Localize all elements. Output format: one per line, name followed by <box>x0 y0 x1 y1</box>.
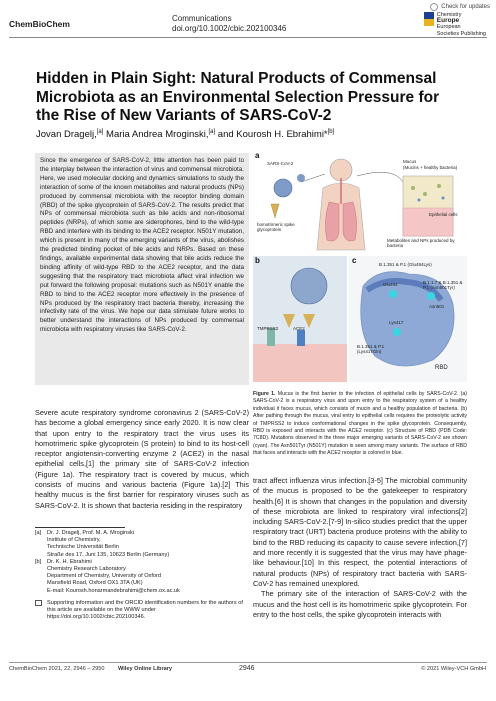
affiliation-line: Mansfield Road, Oxford OX1 3TA (UK) <box>47 580 143 587</box>
affiliation-line: Technische Universität Berlin <box>47 544 119 551</box>
caption-label: Figure 1. <box>253 391 276 397</box>
virus-icon <box>274 179 292 197</box>
publisher-name: Europe <box>436 17 460 25</box>
label-mutation-484: B.1.351 & P.1 (Glu484Lys) <box>379 262 432 267</box>
metabolite-icon <box>418 199 421 202</box>
label-mutation-417: B.1.351 & P.1 (Lys417Gln) <box>357 344 385 355</box>
ace2-shape <box>297 330 305 346</box>
abstract: Since the emergence of SARS-CoV-2, little attention has been paid to the interplay between the interaction of virus and commensal microbiota. Here, we used molecular docking and dynamics simulations to study the interaction of some of the known metabolites and natural products (NPs) produced by commensal microbiota with the receptor binding domain (RBD) of the spike glycoprotein of SARS-CoV-2. The results predict that NPs of commensal microbiota such as bile acids and non-ribosomal peptides (NRPs), of which some are siderophores, bind to the wild-type RBD and interfere with its binding to the ACE2 receptor. N501Y mutation, which is present in many of the emerging variants of the virus, abolishes the predicted binding pocket of bile acids and NRPs. Based on these findings, available experimental data showing that bile acids reduce the binding affinity of wild-type RBD to the ACE2 receptor, and the data suggesting that the respiratory tract microbiota affect viral infection we put forward the following proposal: mutations such as N501Y enable the RBD to bind to the ACE2 receptor more effectively in the presence of NPs produced by the respiratory tract bacteria thereby, increasing the infectivity rate of the virus. We hope our data stimulate future works to better understand the interactions of NPs produced by commensal microbiota with respiratory viruses like SARS-CoV-2. <box>35 153 249 385</box>
supporting-info-icon <box>35 600 42 606</box>
body-paragraph: Severe acute respiratory syndrome coronavirus 2 (SARS-CoV-2) has become a global emergency since early 2020. It is now clear that upon entry to the respiratory tract the virus uses its homotrimeric spike glycoprotein (S protein) to bind to its host-cell receptor angiotensin-converting enzyme 2 (ACE2) in the nasal epithelial cells,[1] the primary site of SARS-CoV-2 infection (Figure 1a). The respiratory tract is covered by mucus, which consists of mucins and various bacteria (Figure 1a).[2] This healthy mucus is the first barrier for respiratory viruses such as SARS-CoV-2. It is shown that bacteria residing in the respiratory <box>35 408 249 510</box>
panel-label: c <box>352 256 357 265</box>
footnotes <box>35 530 249 621</box>
affiliation-line: Dr. K. H. Ebrahimi <box>47 558 92 565</box>
affiliation-b <box>35 559 249 595</box>
footer-divider <box>9 662 487 663</box>
label-sars: SARS-CoV-2 <box>267 161 294 166</box>
label-mutation-501: B.1.1.7 & B.1.351 & P.1 (Asn501Tyr) <box>423 280 463 291</box>
bacteria-icon <box>437 184 441 188</box>
metabolite-icon <box>442 197 445 200</box>
body-paragraph: The primary site of the interaction of SARS-CoV-2 with the mucus and the host cell is its homotrimeric spike glycoprotein. For entry to the host cells, the spike glycoprotein interacts with <box>253 589 467 619</box>
supporting-info <box>35 600 249 622</box>
label-rbd: RBD <box>435 365 448 371</box>
left-lung-shape <box>325 202 339 241</box>
head-shape <box>330 159 352 181</box>
author-name[interactable]: Maria Andrea Mroginski, <box>106 129 209 141</box>
label-ace2: ACE2 <box>293 326 305 331</box>
figure-panel-b <box>253 256 347 382</box>
supporting-info-text[interactable]: Supporting information and the ORCID identification numbers for the authors of this article are available on the WWW under https://doi.org/10.1002/cbic.202100346. <box>47 599 243 621</box>
body-column-right <box>253 476 467 620</box>
figure-panel-a <box>253 152 467 252</box>
affiliation-line: Department of Chemistry, University of Oxford <box>47 573 161 580</box>
refresh-icon <box>430 3 438 11</box>
membrane-layer <box>253 344 347 382</box>
affiliation-line: Chemistry Research Laboratory <box>47 566 126 573</box>
publisher-line-a: Chemistry <box>436 12 462 18</box>
rbd-structure <box>349 256 467 382</box>
article-section <box>172 14 286 34</box>
spike-protein-icon <box>271 204 279 218</box>
page-number: 2946 <box>239 665 255 672</box>
figure-caption <box>253 391 467 458</box>
body-paragraph: tract affect influenza virus infection.[3-5] The microbial community of the mucus is proposed to be the gatekeeper to respiratory health.[6] It is shown that changes in the population and diversity of these microbiota are linked to respiratory viral infections[2] including SARS-CoV-2.[7-9] In-silico studies predict that the upper respiratory tract (URT) bacteria produce proteins with the ability to bind to the RBD reducing its capacity to cause severe infection,[7] and more recently it is suggested that the virus may have phage-like behaviour.[10] In this respect, the potential interactions of natural products (NPs) of respiratory tract bacteria with SARS-CoV-2 has remained unexplored. <box>253 476 467 588</box>
virus-icon <box>291 268 327 304</box>
wiley-link[interactable]: Wiley Online Library <box>118 666 173 672</box>
bacteria-icon <box>423 192 427 196</box>
label-spike: homotrimeric spike glycoprotein <box>257 222 295 233</box>
virus-icon <box>297 174 305 182</box>
author-name[interactable]: and Kourosh H. Ebrahimi* <box>217 129 328 141</box>
label-glu484: Glu484 <box>383 282 398 287</box>
copyright: © 2021 Wiley-VCH GmbH <box>421 666 486 672</box>
author-list <box>36 129 334 140</box>
mutation-site <box>389 290 397 298</box>
email-link[interactable]: E-mail: Kourosh.honarmandebrahimi@chem.ox.ac.uk <box>47 587 180 594</box>
affiliation-a <box>35 530 249 559</box>
mutation-site <box>393 328 401 336</box>
label-asn501: Asn501 <box>429 304 445 309</box>
label-mucus: Mucus <box>403 159 417 164</box>
publisher-line-b: European <box>436 24 461 31</box>
caption-text: Mucus is the first barrier to the infection of epithelial cells by SARS-CoV-2. (a) SARS-CoV-2 is a respiratory virus and upon entry to the respiratory system of a healthy individual it faces mucus, which consists of mucin and a healthy population of bacteria. (b) After pathing through the mucus, viral entry to epithelial cells requires the proteolytic activity of TMPRSS2 to induce conformational changes in the spike glycoprotein. Consequently, RBD is exposed and interacts with the ACE2 receptor. (c) Structure of RBD (PDB Code: 7C8D). Mutations observed in the three major emerging variants of SARS-CoV-2 are shown (cyan). The Asn501Tyr (N501Y) mutation is seen among many variants. The surface of RBD that faces and interacts with the ACE2 receptor is colored in blue. <box>253 391 467 457</box>
callout-line <box>357 172 403 182</box>
panel-label: b <box>255 256 260 265</box>
author-affiliation: [a] <box>96 129 104 135</box>
author-affiliation: [b] <box>327 129 335 135</box>
mutation-site <box>427 292 435 300</box>
citation: ChemBioChem 2021, 22, 2946 – 2950 <box>9 666 105 672</box>
label-metabolites: Metabolites and NPs produced by bacteria <box>387 238 455 249</box>
page-header <box>0 0 496 44</box>
flag-icon <box>424 12 434 26</box>
right-lung-shape <box>343 202 357 241</box>
publisher-line-c: Societies Publishing <box>436 30 486 37</box>
figure-1 <box>253 152 467 382</box>
section-label: Communications <box>172 14 232 23</box>
header-divider <box>9 37 487 38</box>
article-title: Hidden in Plain Sight: Natural Products of Commensal Microbiota as an Environmental Selection Pressure for the Rise of New Variants of SARS-CoV-2 <box>36 70 440 124</box>
author-affiliation: [a] <box>208 129 216 135</box>
affiliation-key: [a] <box>35 530 42 536</box>
panel-label: a <box>255 151 260 160</box>
label-mucus-sub: (Mucins + healthy bacteria) <box>403 165 458 170</box>
figure-panel-c <box>349 256 467 382</box>
footnote-divider <box>35 527 125 528</box>
label-lys417: Lys417 <box>389 320 404 325</box>
label-tmprss2: TMPRSS2 <box>257 326 279 331</box>
affiliation-line: Dr. J. Dragelj, Prof. M. A. Mroginski <box>47 530 135 536</box>
check-updates-button[interactable] <box>430 3 490 11</box>
doi-link[interactable]: doi.org/10.1002/cbic.202100346 <box>172 24 287 33</box>
publisher-logo <box>424 12 486 37</box>
author-name[interactable]: Jovan Dragelj, <box>36 129 97 141</box>
check-updates-label: Check for updates <box>441 4 490 10</box>
affiliation-line: Straße des 17. Juni 135, 10623 Berlin (Germany) <box>47 551 170 558</box>
bacteria-icon <box>411 186 415 190</box>
viral-entry-diagram <box>253 256 347 382</box>
affiliation-line: Institute of Chemistry, <box>47 537 101 544</box>
label-epithelial: Epithelial cells <box>429 212 458 217</box>
affiliation-key: [b] <box>35 558 42 565</box>
journal-name: ChemBioChem <box>9 19 70 29</box>
